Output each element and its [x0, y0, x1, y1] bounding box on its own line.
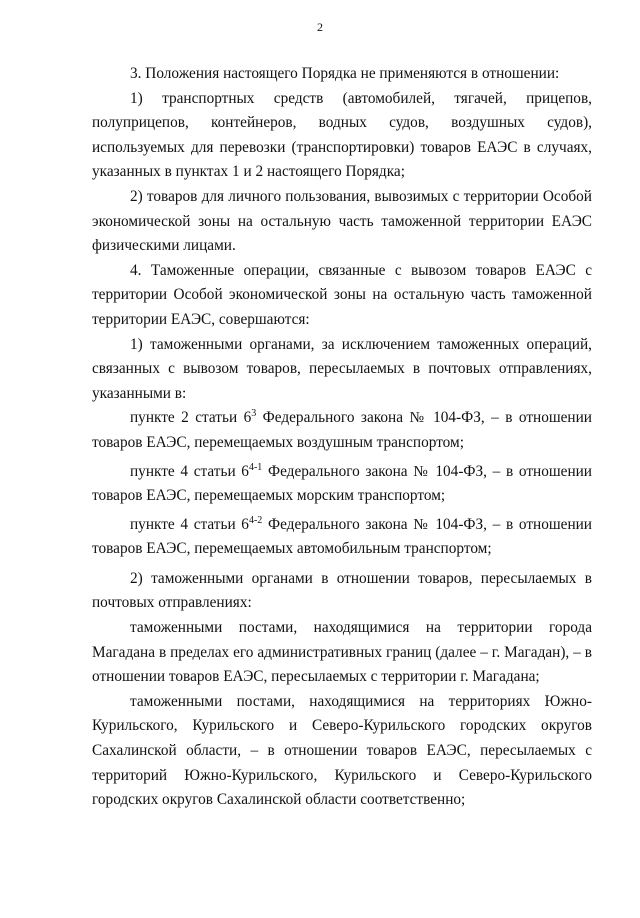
ref-text: пункте 4 статьи 6: [130, 462, 249, 480]
paragraph-4-2-kurils: таможенными постами, находящимися на территориях Южно-Курильского, Курильского и Северо-Курильского городских округов Сахалинской области, – в отношении товаров ЕАЭС, пересылаемых с территорий Южно-Курильского, Курильского и Северо-Курильского городских округов Сахалинской области соответственно;: [92, 692, 592, 809]
ref-superscript: 3: [251, 408, 257, 420]
paragraph-3-2: 2) товаров для личного пользования, вывозимых с территории Особой экономической зоны на остальную часть таможенной территории ЕАЭС физическими лицами.: [92, 187, 592, 255]
ref-text-rest: Федерального закона № 104-ФЗ, – в отношении товаров ЕАЭС, перемещаемых морским транспортом;: [92, 462, 592, 505]
paragraph-3: 3. Положения настоящего Порядка не применяются в отношении:: [130, 65, 560, 82]
paragraph-4-2: 2) таможенными органами в отношении товаров, пересылаемых в почтовых отправлениях:: [92, 569, 592, 612]
ref-text-rest: Федерального закона № 104-ФЗ, – в отношении товаров ЕАЭС, перемещаемых воздушным транспортом;: [92, 409, 592, 451]
paragraph-4-2-magadan: таможенными постами, находящимися на территории города Магадана в пределах его административных границ (далее – г. Магадан), – в отношении товаров ЕАЭС, пересылаемых с территории г. Магадана;: [92, 619, 592, 686]
paragraph-4-1-road: [92, 513, 592, 562]
ref-text: пункте 4 статьи 6: [130, 515, 249, 533]
ref-text-rest: Федерального закона № 104-ФЗ, – в отношении товаров ЕАЭС, перемещаемых автомобильным транспортом;: [92, 515, 592, 558]
page-number: 2: [317, 20, 323, 34]
paragraph-4: 4. Таможенные операции, связанные с вывозом товаров ЕАЭС с территории Особой экономической зоны на остальную часть таможенной территории ЕАЭС, совершаются:: [92, 261, 592, 328]
paragraph-4-1: 1) таможенными органами, за исключением таможенных операций, связанных с вывозом товаров, пересылаемых в почтовых отправлениях, указанными в:: [92, 335, 592, 402]
ref-superscript: 4-2: [248, 514, 263, 526]
ref-superscript: 4-1: [248, 461, 263, 473]
paragraph-4-1-air: [92, 406, 592, 455]
paragraph-3-1: 1) транспортных средств (автомобилей, тягачей, прицепов, полуприцепов, контейнеров, водных судов, воздушных судов), используемых для перевозки (транспортировки) товаров ЕАЭС в случаях, указанных в пунктах 1 и 2 настоящего Порядка;: [92, 89, 592, 181]
paragraph-4-1-sea: [92, 460, 592, 509]
ref-text: пункте 2 статьи 6: [130, 409, 252, 427]
document-body: [92, 62, 592, 813]
